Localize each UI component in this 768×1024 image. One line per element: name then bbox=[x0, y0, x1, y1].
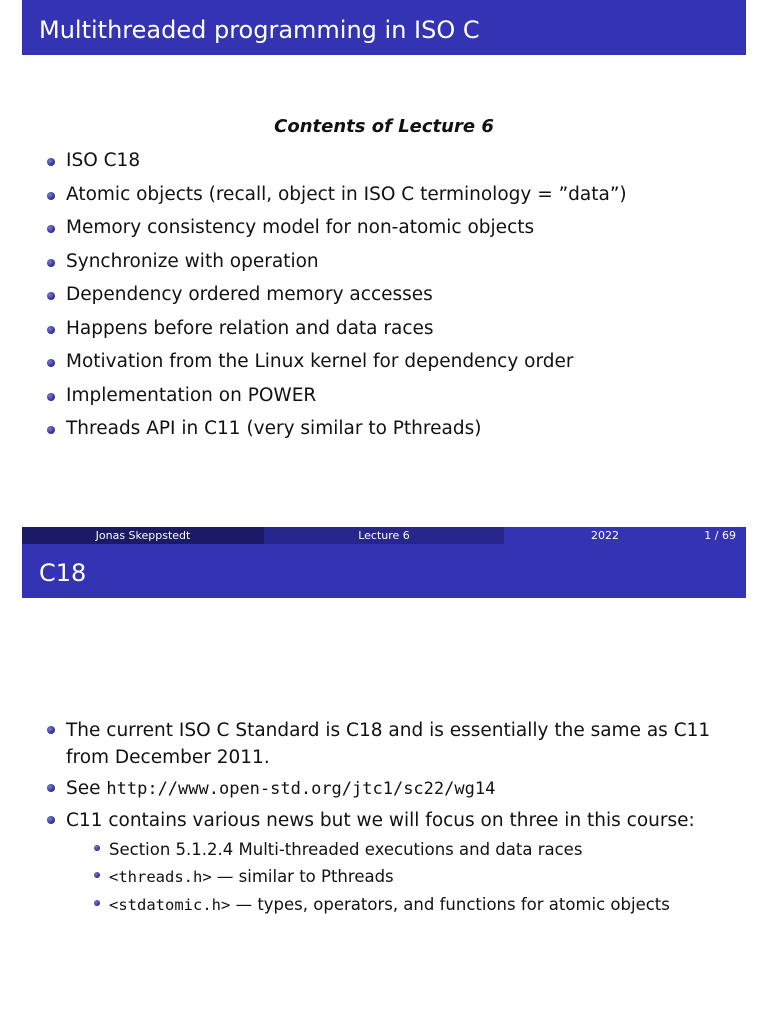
sub-list bbox=[109, 836, 716, 919]
slide-2-title: C18 bbox=[22, 544, 746, 598]
bullet-icon bbox=[47, 292, 55, 300]
bullet-icon bbox=[47, 158, 55, 166]
bullet-icon bbox=[47, 426, 55, 434]
contents-heading: Contents of Lecture 6 bbox=[274, 116, 494, 137]
list-item-text: Dependency ordered memory accesses bbox=[66, 284, 433, 305]
list-item bbox=[66, 417, 627, 440]
bullet-icon bbox=[47, 359, 55, 367]
list-item-text: C11 contains various news but we will focus on three in this course: bbox=[66, 810, 695, 831]
bullet-icon bbox=[47, 726, 55, 734]
slide-1 bbox=[22, 0, 746, 544]
bullet-icon bbox=[47, 816, 55, 824]
sub-item-text: — similar to Pthreads bbox=[211, 867, 394, 886]
list-item-text: ISO C18 bbox=[66, 150, 141, 171]
standard-url-link[interactable]: http://www.open-std.org/jtc1/sc22/wg14 bbox=[106, 779, 496, 799]
footer-right bbox=[504, 527, 746, 544]
bullet-icon bbox=[47, 259, 55, 267]
sub-list-item bbox=[109, 836, 716, 863]
list-item-text: Atomic objects (recall, object in ISO C terminology = ”data”) bbox=[66, 183, 627, 205]
list-item-text: Implementation on POWER bbox=[66, 384, 317, 406]
sub-bullet-icon bbox=[94, 845, 100, 851]
footer-author: Jonas Skeppstedt bbox=[22, 527, 264, 544]
sub-item-text: — types, operators, and functions for atomic objects bbox=[230, 895, 670, 914]
sub-item-text: Section 5.1.2.4 Multi-threaded executions and data races bbox=[109, 840, 583, 859]
sub-bullet-icon bbox=[94, 872, 100, 878]
c18-list bbox=[66, 717, 716, 923]
stdatomic-header-code: <stdatomic.h> bbox=[109, 896, 231, 914]
contents-list bbox=[66, 149, 627, 451]
list-item bbox=[66, 775, 716, 803]
footer-page-number: 1 / 69 bbox=[704, 529, 736, 542]
footer-year: 2022 bbox=[591, 529, 619, 542]
list-item bbox=[66, 384, 627, 407]
list-item bbox=[66, 283, 627, 306]
list-item-text: Motivation from the Linux kernel for dependency order bbox=[66, 351, 574, 372]
sub-bullet-icon bbox=[94, 900, 100, 906]
bullet-icon bbox=[47, 393, 55, 401]
footer-lecture: Lecture 6 bbox=[264, 527, 504, 544]
list-item-text: Synchronize with operation bbox=[66, 250, 319, 272]
list-item bbox=[66, 183, 627, 206]
slide-footer bbox=[22, 527, 746, 544]
bullet-icon bbox=[47, 225, 55, 233]
list-item bbox=[66, 250, 627, 273]
list-item bbox=[66, 149, 627, 172]
list-item bbox=[66, 717, 716, 771]
list-item-text: Threads API in C11 (very similar to Pthreads) bbox=[66, 418, 482, 439]
bullet-icon bbox=[47, 192, 55, 200]
list-item bbox=[66, 216, 627, 239]
list-item-text: The current ISO C Standard is C18 and is essentially the same as C11 from December 2011. bbox=[66, 720, 711, 768]
list-item bbox=[66, 350, 627, 373]
list-item-text: See bbox=[66, 778, 107, 799]
slide-1-title: Multithreaded programming in ISO C bbox=[22, 0, 746, 55]
bullet-icon bbox=[47, 326, 55, 334]
slide-2 bbox=[22, 544, 746, 1024]
list-item bbox=[66, 807, 716, 919]
bullet-icon bbox=[47, 784, 55, 792]
sub-list-item bbox=[109, 891, 716, 919]
threads-header-code: <threads.h> bbox=[109, 868, 212, 886]
list-item-text: Happens before relation and data races bbox=[66, 317, 434, 339]
list-item bbox=[66, 317, 627, 340]
list-item-text: Memory consistency model for non-atomic objects bbox=[66, 217, 535, 238]
sub-list-item bbox=[109, 863, 716, 891]
